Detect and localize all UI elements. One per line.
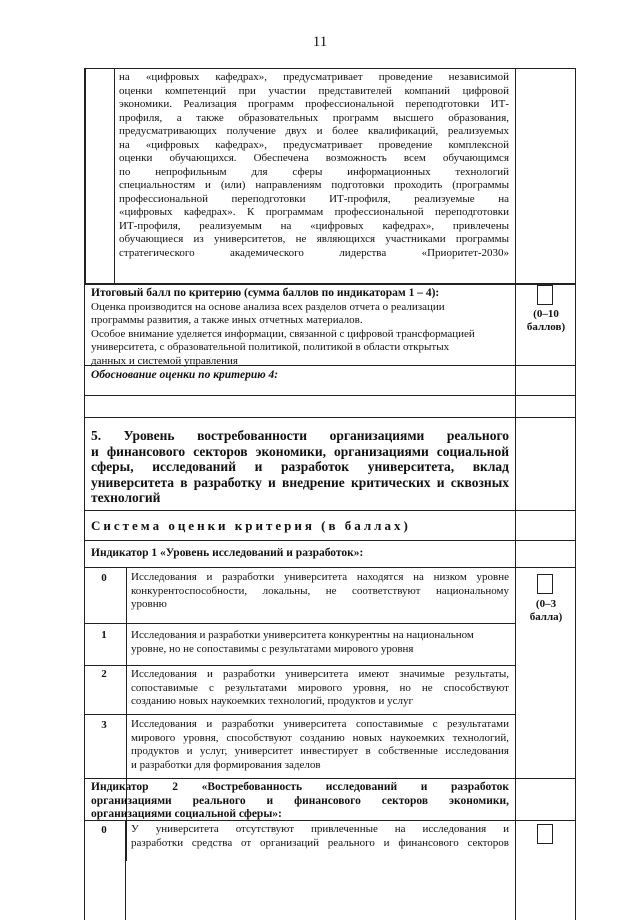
- text-line: Исследования и разработки университета сопоставимые с результатами: [131, 718, 509, 730]
- score-input-box[interactable]: [537, 574, 553, 594]
- indicator2-row-0: [131, 823, 509, 850]
- text-line: ИТ-профиля, реализуемым на «цифровых кафедрах», привлечены: [119, 219, 509, 232]
- text-line: «цифровых кафедрах». К программам профессиональной переподготовки: [119, 206, 509, 218]
- row-score-0: 0: [101, 572, 107, 584]
- left-border: [84, 68, 85, 920]
- indicator1-row-3: [131, 718, 509, 772]
- text-line: на «цифровых кафедрах», предусматривает проведение независимой: [119, 71, 509, 83]
- score-range-line: (0–10: [533, 308, 559, 320]
- text-line: специальностям и (или) направлениям подготовки проходить (программы: [119, 179, 509, 191]
- heading-line: 5. Уровень востребованности организациями реального: [91, 428, 509, 443]
- title-line: организациями социальной сферы»:: [91, 808, 282, 820]
- criteria-table: [84, 68, 576, 920]
- text-line: продуктов и услуг, университет инвестирует в собственные исследования: [131, 745, 509, 757]
- text-line: программы развития, а также иных отчетных материалов.: [91, 314, 363, 326]
- text-line: Оценка производится на основе анализа всех разделов отчета о реализации: [91, 300, 445, 313]
- title-line: организациями реального и финансового секторов экономики,: [91, 794, 509, 807]
- text-line: созданию новых наукоемких технологий, продуктов и услуг: [131, 695, 413, 707]
- text-line: профессиональной переподготовки ИТ-профиля, реализуемые на: [119, 192, 509, 205]
- text-line: и разработки для формирования заделов: [131, 758, 321, 771]
- score-range-line: (0–3: [535, 598, 557, 610]
- indicator1-score-range: [517, 598, 575, 624]
- text-line: разработки средства от организаций реального и финансового секторов: [131, 836, 509, 849]
- text-line: предусматривающих получение двух и более квалификаций, реализуемых: [119, 125, 509, 137]
- indicator1-row-1: [131, 629, 509, 656]
- text-line: У университета отсутствуют привлеченные на исследования и: [131, 823, 509, 835]
- score-column-divider: [515, 68, 516, 920]
- indicator2-title: [91, 781, 509, 822]
- justification-label: Обоснование оценки по критерию 4:: [91, 369, 279, 381]
- score-range-line: балла): [529, 611, 563, 623]
- heading-line: технологий: [91, 490, 161, 505]
- score-input-box[interactable]: [537, 285, 553, 305]
- col-divider: [85, 68, 86, 283]
- row-score-3: 3: [101, 719, 107, 731]
- text-line: уровне, но не сопоставимы с результатами мирового уровня: [131, 642, 414, 655]
- text-line: экономики. Реализация программ профессиональной переподготовки ИТ-: [119, 98, 509, 110]
- total-score-block: [91, 287, 511, 368]
- title-line: Индикатор 2 «Востребованность исследований и разработок: [91, 781, 509, 793]
- text-line: сопоставимые с результатами мирового уровня, но не способствуют: [131, 681, 509, 694]
- score-range-line: баллов): [526, 321, 566, 333]
- indicator1-title: Индикатор 1 «Уровень исследований и разработок»:: [91, 547, 364, 559]
- text-line: Исследования и разработки университета имеют значимые результаты,: [131, 668, 509, 680]
- heading-line: сферы, исследований и разработок университета, вклад: [91, 459, 509, 474]
- text-line: данных и системой управления: [91, 354, 238, 367]
- score-input-box[interactable]: [537, 824, 553, 844]
- heading-line: университета в разработку и внедрение критических и сквозных: [91, 474, 509, 490]
- text-line: на «цифровых кафедрах», предусматривает проведение комплексной: [119, 138, 509, 151]
- block1-left-divider: [114, 68, 115, 284]
- text-line: Исследования и разработки университета конкурентны на национальном: [131, 629, 474, 641]
- block1-text: [119, 71, 509, 260]
- text-line: обучающиеся из университетов, не являющихся участниками программы: [119, 233, 509, 245]
- row-score-2: 2: [101, 668, 107, 680]
- indicator2-num-divider: [125, 820, 126, 920]
- row-score-0: 0: [101, 824, 107, 836]
- text-line: профиля, а также образовательных программ высшего образования,: [119, 111, 509, 124]
- row-score-1: 1: [101, 629, 107, 641]
- page-number: 11: [312, 34, 328, 50]
- score-range: [517, 308, 575, 334]
- heading-line: и финансового секторов экономики, организациями социальной: [91, 443, 509, 459]
- text-line: мирового уровня, способствуют созданию новых наукоемких технологий,: [131, 731, 509, 744]
- scoring-system-label: Система оценки критерия (в баллах): [91, 518, 411, 533]
- indicator1-row-2: [131, 668, 509, 709]
- text-line: по непрофильным для сферы информационных технологий: [119, 165, 509, 178]
- text-line: университета, с образовательной политикой, политикой в области открытых: [91, 341, 450, 353]
- indicator1-row-0: [131, 571, 509, 612]
- text-line: оценки обучающихся. Обеспечена возможность всем обучающимся: [119, 152, 509, 164]
- text-line: Особое внимание уделяется информации, связанной с цифровой трансформацией: [91, 327, 475, 340]
- text-line: оценки компетенций при участии представителей компаний цифровой: [119, 84, 509, 97]
- text-line: Исследования и разработки университета находятся на низком уровне: [131, 571, 509, 583]
- text-line: конкурентоспособности, локальны, не соответствуют национальному: [131, 584, 509, 597]
- text-line: уровню: [131, 598, 167, 610]
- text-line: стратегического академического лидерства «Приоритет-2030»: [119, 246, 509, 259]
- section-5-heading: [91, 428, 509, 506]
- total-title: Итоговый балл по критерию (сумма баллов по индикаторам 1 – 4):: [91, 287, 440, 299]
